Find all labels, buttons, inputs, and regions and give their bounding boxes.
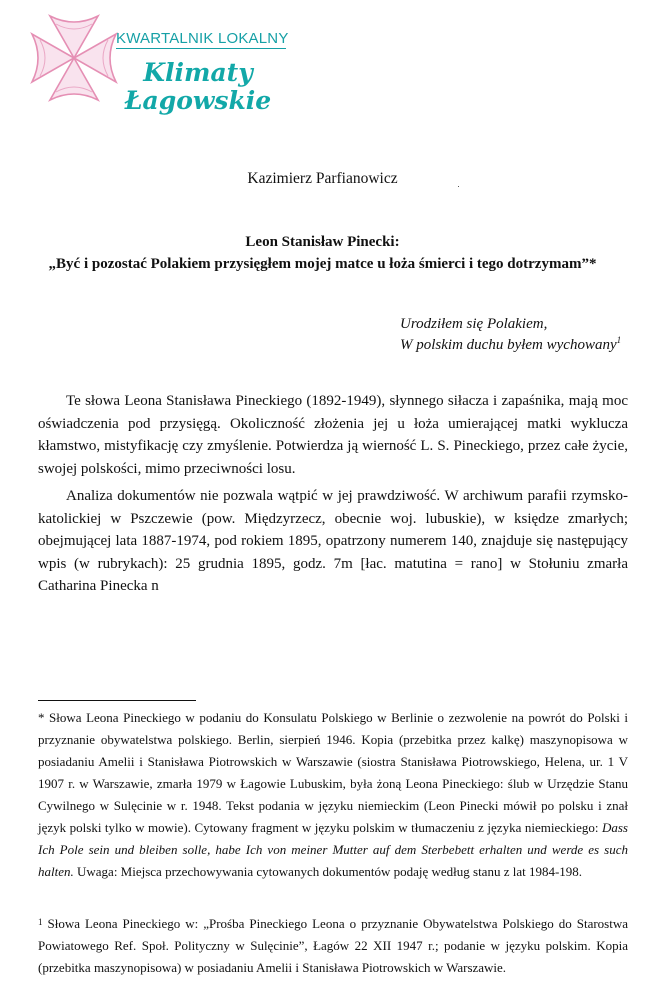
footnote-ref-1: 1 bbox=[616, 335, 622, 345]
author-name: Kazimierz Parfianowicz bbox=[247, 170, 398, 187]
footnote-star-note: Uwaga: Miejsca przechowywania cytowanych dokumentów podaję według stanu z lat 1984-198. bbox=[73, 864, 583, 879]
masthead-kicker: KWARTALNIK LOKALNY bbox=[116, 30, 289, 47]
article-title-line2: „Być i pozostać Polakiem przysięgłem mojej matce u łoża śmierci i tego dotrzymam”* bbox=[48, 256, 597, 272]
speck bbox=[458, 186, 459, 187]
footnote-divider bbox=[38, 700, 196, 701]
maltese-cross-icon bbox=[30, 12, 118, 104]
footnote-1 bbox=[38, 913, 628, 979]
article-body bbox=[38, 390, 628, 598]
footnote-1-mark: 1 bbox=[38, 917, 43, 927]
paragraph-1: Te słowa Leona Stanisława Pineckiego (1892-1949), słynnego siłacza i zapaśnika, mają moc oświadczenia pod przysięgą. Okoliczność złożenia jej u łoża umierającej matki wyklucza kłamstwo, mistyfikację czy zmyślenie. Potwierdza ją wierność L. S. Pineckiego, przez całe życie, swojej polskości, mimo przeciwności losu. bbox=[38, 393, 628, 477]
masthead-title-line2: Łagowskie bbox=[124, 86, 272, 115]
epigraph-line1: Urodziłem się Polakiem, bbox=[400, 316, 548, 332]
footnote-star-quote: Dass Ich Pole sein und bleiben solle, habe Ich von meiner Mutter auf dem Sterbebett erhalten und werde es such halten. bbox=[38, 820, 628, 879]
masthead-logo bbox=[30, 12, 289, 115]
epigraph-line2 bbox=[400, 337, 621, 354]
masthead-title-line1: Klimaty bbox=[143, 58, 253, 87]
epigraph-line2-text: W polskim duchu byłem wychowany bbox=[400, 337, 617, 353]
footnote-star bbox=[38, 707, 628, 883]
article-title-line1: Leon Stanisław Pinecki: bbox=[245, 234, 400, 250]
footnote-star-text: * Słowa Leona Pineckiego w podaniu do Konsulatu Polskiego w Berlinie o zezwolenie na powrót do Polski i przyznanie obywatelstwa polskiego. Berlin, sierpień 1946. Kopia (przebitka przez kalkę) maszynopisowa w posiadaniu Amelii i Stanisława Piotrowskich w Warszawie (siostra Stanisława Piotrowskiego, Helena, ur. 1 V 1907 r. w Warszawie, zmarła 1979 w Łagowie Lubuskim, była żoną Leona Pineckiego: ślub w Urzędzie Stanu Cywilnego w Sulęcinie w r. 1948. Tekst podania w języku niemieckim (Leon Pinecki mówił po polsku i znał język polski tylko w mowie). Cytowany fragment w języku polskim w tłumaczeniu z języka niemieckiego: bbox=[38, 710, 628, 835]
footnote-1-text: Słowa Leona Pineckiego w: „Prośba Pineckiego Leona o przyznanie Obywatelstwa Polskiego do Starostwa Powiatowego Ref. Społ. Polityczny w Sulęcinie”, Łagów 22 XII 1947 r.; podanie w języku polskim. Kopia (przebitka maszynopisowa) w posiadaniu Amelii i Stanisława Piotrowskich w Warszawie. bbox=[38, 916, 628, 975]
paragraph-2: Analiza dokumentów nie pozwala wątpić w jej prawdziwość. W archiwum parafii rzymsko-katolickiej w Pszczewie (pow. Międzyrzecz, obecnie woj. lubuskie), w księdze zmarłych; obejmującej lata 1887-1974, pod rokiem 1895, opatrzony numerem 140, znajduje się następujący wpis (w rubrykach): 25 grudnia 1895, godz. 7m [łac. matutina = rano] w Stołuniu zmarła Catharina Pinecka n bbox=[38, 488, 628, 594]
